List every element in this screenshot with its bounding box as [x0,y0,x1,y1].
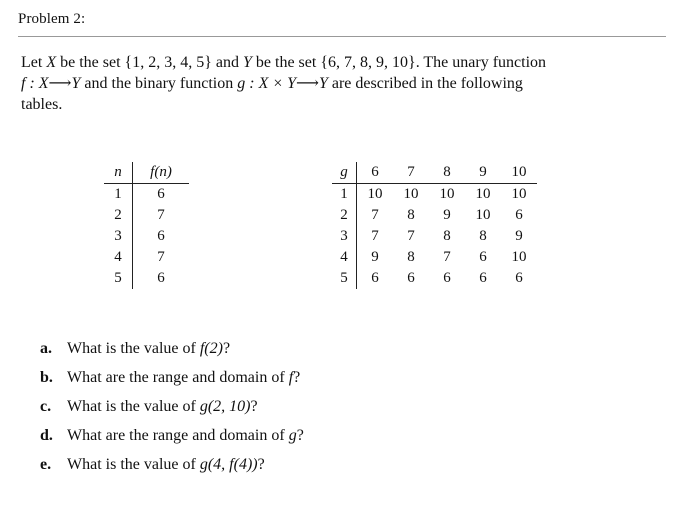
question-letter: c. [40,398,52,415]
table-cell: 6 [371,270,379,286]
question-item: d. What are the range and domain of g? [40,425,304,454]
table-header-cell: g [332,162,357,184]
table-cell: 5 [332,268,357,289]
table-cell: 10 [403,186,419,202]
table-cell: 7 [371,207,379,223]
table-cell: 7 [371,228,379,244]
table-cell: 10 [367,186,383,202]
table-cell: 10 [475,207,491,223]
table-row [332,205,537,226]
table-cell: 8 [479,228,487,244]
table-cell: 8 [407,249,415,265]
table-cell: 6 [479,270,487,286]
table-header-cell: 7 [393,162,429,184]
table-cell: 7 [157,249,165,265]
table-header-cell: 10 [501,162,537,184]
table-row [332,226,537,247]
table-cell: 7 [157,207,165,223]
table-row [104,247,189,268]
statement-line-2: f : X⟶Y and the binary function g : X × Y⟶Y are described in the following [21,75,523,92]
question-item: c. What is the value of g(2, 10)? [40,396,304,425]
function-g-table [332,162,537,289]
table-row [332,184,537,206]
table-row [104,268,189,289]
table-cell: 6 [157,228,165,244]
question-item: b. What are the range and domain of f? [40,367,304,396]
table-cell: 10 [511,249,527,265]
table-cell: 5 [104,268,133,289]
table-cell: 2 [104,205,133,226]
statement-line-3: tables. [21,96,63,113]
table-cell: 9 [515,228,523,244]
question-list [40,338,304,483]
table-header-cell: 9 [465,162,501,184]
table-cell: 7 [443,249,451,265]
table-header-cell: f(n) [133,162,190,184]
table-cell: 10 [439,186,455,202]
table-header-cell: n [104,162,133,184]
table-cell: 6 [157,186,165,202]
table-cell: 9 [443,207,451,223]
table-cell: 4 [104,247,133,268]
table-cell: 6 [443,270,451,286]
table-cell: 6 [157,270,165,286]
table-cell: 3 [104,226,133,247]
table-row [332,268,537,289]
table-row [104,184,189,206]
function-f-table [104,162,189,289]
table-cell: 8 [443,228,451,244]
question-letter: a. [40,340,52,357]
table-cell: 8 [407,207,415,223]
table-header-cell: 8 [429,162,465,184]
table-row [104,205,189,226]
problem-title: Problem 2: [18,11,86,27]
table-cell: 6 [407,270,415,286]
table-cell: 2 [332,205,357,226]
table-row [332,247,537,268]
table-cell: 6 [479,249,487,265]
table-cell: 1 [104,184,133,206]
table-cell: 3 [332,226,357,247]
table-header-cell: 6 [357,162,394,184]
table-cell: 9 [371,249,379,265]
question-letter: b. [40,369,53,386]
table-cell: 6 [515,207,523,223]
statement-line-1: Let X be the set {1, 2, 3, 4, 5} and Y be the set {6, 7, 8, 9, 10}. The unary function [21,54,547,71]
table-cell: 4 [332,247,357,268]
question-item: e. What is the value of g(4, f(4))? [40,454,304,483]
question-letter: d. [40,427,53,444]
question-letter: e. [40,456,52,473]
table-cell: 7 [407,228,415,244]
table-cell: 6 [515,270,523,286]
table-header-row [104,162,189,184]
title-divider [18,36,666,37]
table-cell: 10 [475,186,491,202]
question-item: a. What is the value of f(2)? [40,338,304,367]
table-header-row [332,162,537,184]
table-cell: 1 [332,184,357,206]
table-row [104,226,189,247]
problem-statement [21,52,631,115]
table-cell: 10 [511,186,527,202]
